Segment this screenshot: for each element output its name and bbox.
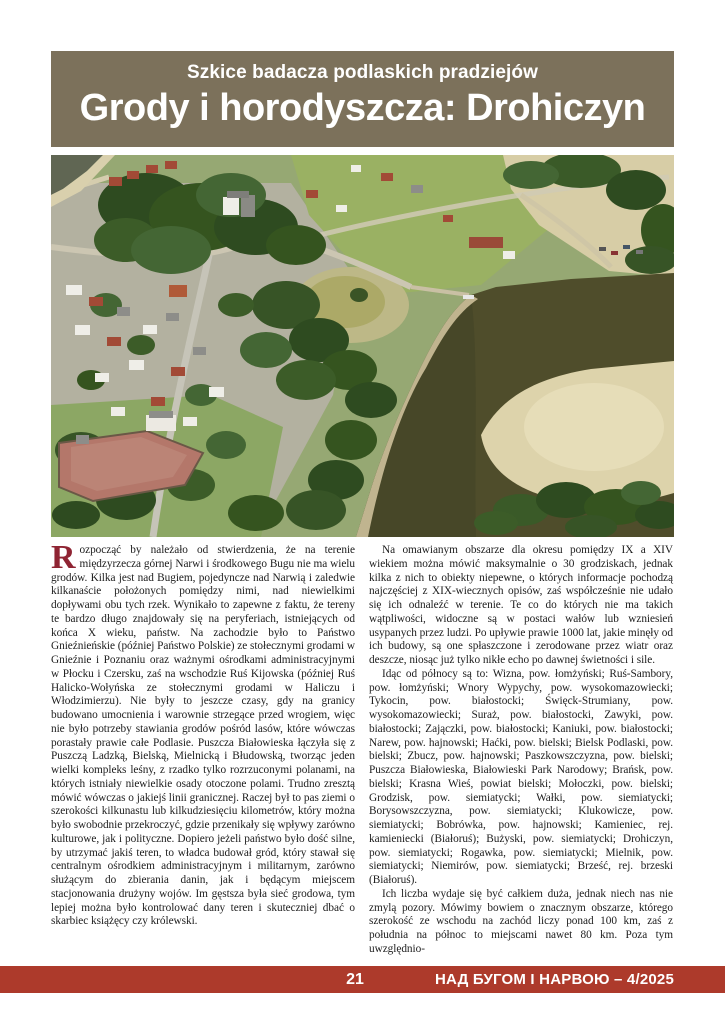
paragraph-area: Ich liczba wydaje się być całkiem duża, jednak niech nas nie zmylą pozory. Mówimy bowiem o znacznym obszarze, którego szerokość ze wschodu na zachód liczy ponad 100 km, zaś z południa na północ to miejscami nawet 80 km. Poza tym uwzględnio- — [369, 887, 673, 955]
paragraph-site-list: Idąc od północy są to: Wizna, pow. łomżyński; Ruś-Sambory, pow. łomżyński; Wnory Wypychy, pow. wysokomazowiecki; Tykocin, pow. białostocki; Święck-Strumiany, pow. wysokomazowiecki; Suraż, pow. białostocki, Zawyki, pow. białostocki; Zajączki, pow. białostocki; Kaniuki, pow. białostocki; Narew, pow. hajnowski; Haćki, pow. bielski; Bielsk Podlaski, pow. bielski; Zbucz, pow. hajnowski; Paszkowszczyzna, pow. bielski; Puszcza Białowieska, Białowieski Park Narodowy; Brańsk, pow. bielski; Krasna Wieś, powiat bielski; Mołoczki, pow. bielski; Grodzisk, pow. siemiatycki; Wałki, pow. siemiatycki; Borysowszczyzna, pow. siemiatycki; Klukowicze, pow. siemiatycki; Bobrówka, pow. hajnowski; Kamieniec, rej. kamieniecki (Białoruś); Bużyski, pow. siemiatycki; Drohiczyn, pow. siemiatycki; Rogawka, pow. siemiatycki; Mielnik, pow. siemiatycki; Niemirów, pow. siemiatycki; Brześć, rej. brzeski (Białoruś). — [369, 667, 673, 886]
lead-paragraph-text: ozpocząć by należało od stwierdzenia, że na terenie międzyrzecza górnej Narwi i środkowego Bugu nie ma wielu grodów. Kilka jest nad Bugiem, pojedyncze nad Narwią i zaledwie kilkanaście położonych pomiędzy nimi, nad niewielkimi dopływami obu tych rzek. Wynikało to zapewne z faktu, że tereny te bardzo długo znajdowały się na peryferiach, istniejących od końca X wieku, państw. Na zachodzie było to Państwo Gnieźnieńskie (później Państwo Polskie) ze stołecznymi grodami w Gnieźnie i Poznaniu oraz ważnymi ośrodkami administracyjnymi w Płocku i Czersku, zaś na wschodzie Ruś Kijowska (później Ruś Halicko-Wołyńska ze stołecznymi grodami w Haliczu i Włodzimierzu). Nie były to jeszcze czasy, gdy na granicy budowano umocnienia i warownie strzegące przed wrogiem, więc nie było potrzeby stawiania grodów pośród lasów, które wówczas porastały prawie całe Podlasie. Puszcza Białowieska łączyła się z Puszczą Ladzką, Bielską, Mielnicką i Błudowską, tworząc jeden wielki kompleks leśny, z rzadko tylko rozrzuconymi polanami, na których istniały niewielkie osady otoczone polami. Trudno zresztą mówić wówczas o jakiejś linii granicznej. Raczej był to pas ziemi o szerokości kilkunastu lub kilkudziesięciu kilometrów, który można było swobodnie przekroczyć, gdzie przenikały się wpływy zarówno kulturowe, jak i polityczne. Dopiero jeżeli państwo było dość silne, by utrzymać jakiś teren, to władca budował gród, który stawał się centralnym ośrodkiem administracyjnym i militarnym, zarówno służącym do zbierania danin, jak i będącym miejscem stacjonowania drużyny wojów. Im gęstsza była sieć grodowa, tym lepiej można było kontrolować dany teren i skuteczniej dbać o skarbiec książęcy czy królewski. — [51, 544, 355, 928]
page-footer — [0, 966, 725, 993]
lead-paragraph — [51, 544, 355, 929]
article-header — [51, 51, 674, 147]
column-right — [369, 544, 673, 963]
column-left — [51, 544, 355, 963]
journal-title: НАД БУГОМ І НАРВОЮ – 4/2025 — [434, 971, 674, 988]
article-title: Grody i horodyszcza: Drohiczyn — [79, 87, 646, 129]
drop-cap: R — [51, 544, 76, 576]
aerial-photo-illustration — [51, 155, 674, 537]
article-body — [51, 544, 674, 963]
river-dock — [463, 295, 474, 299]
aerial-photo — [51, 155, 674, 537]
page-number: 21 — [346, 971, 364, 988]
paragraph-survey: Na omawianym obszarze dla okresu pomiędzy IX a XIV wiekiem można mówić maksymalnie o 30 grodziskach, jednak kilka z nich to obiekty niepewne, o których informacje pochodzą najczęściej z XIX-wiecznych opisów, zaś współcześnie nie udało się ich odnaleźć w terenie. Te co do których nie ma takich wątpliwości, widoczne są w postaci wałów lub wzniesień usypanych przez ludzi. Po upływie prawie 1000 lat, jakie minęły od ich budowy, są one spłaszczone i zerodowane przez wiatr oraz deszcze, niosąc już tylko nikłe echo po dawnej świetności i sile. — [369, 544, 673, 666]
series-kicker: Szkice badacza podlaskich pradziejów — [187, 62, 538, 83]
